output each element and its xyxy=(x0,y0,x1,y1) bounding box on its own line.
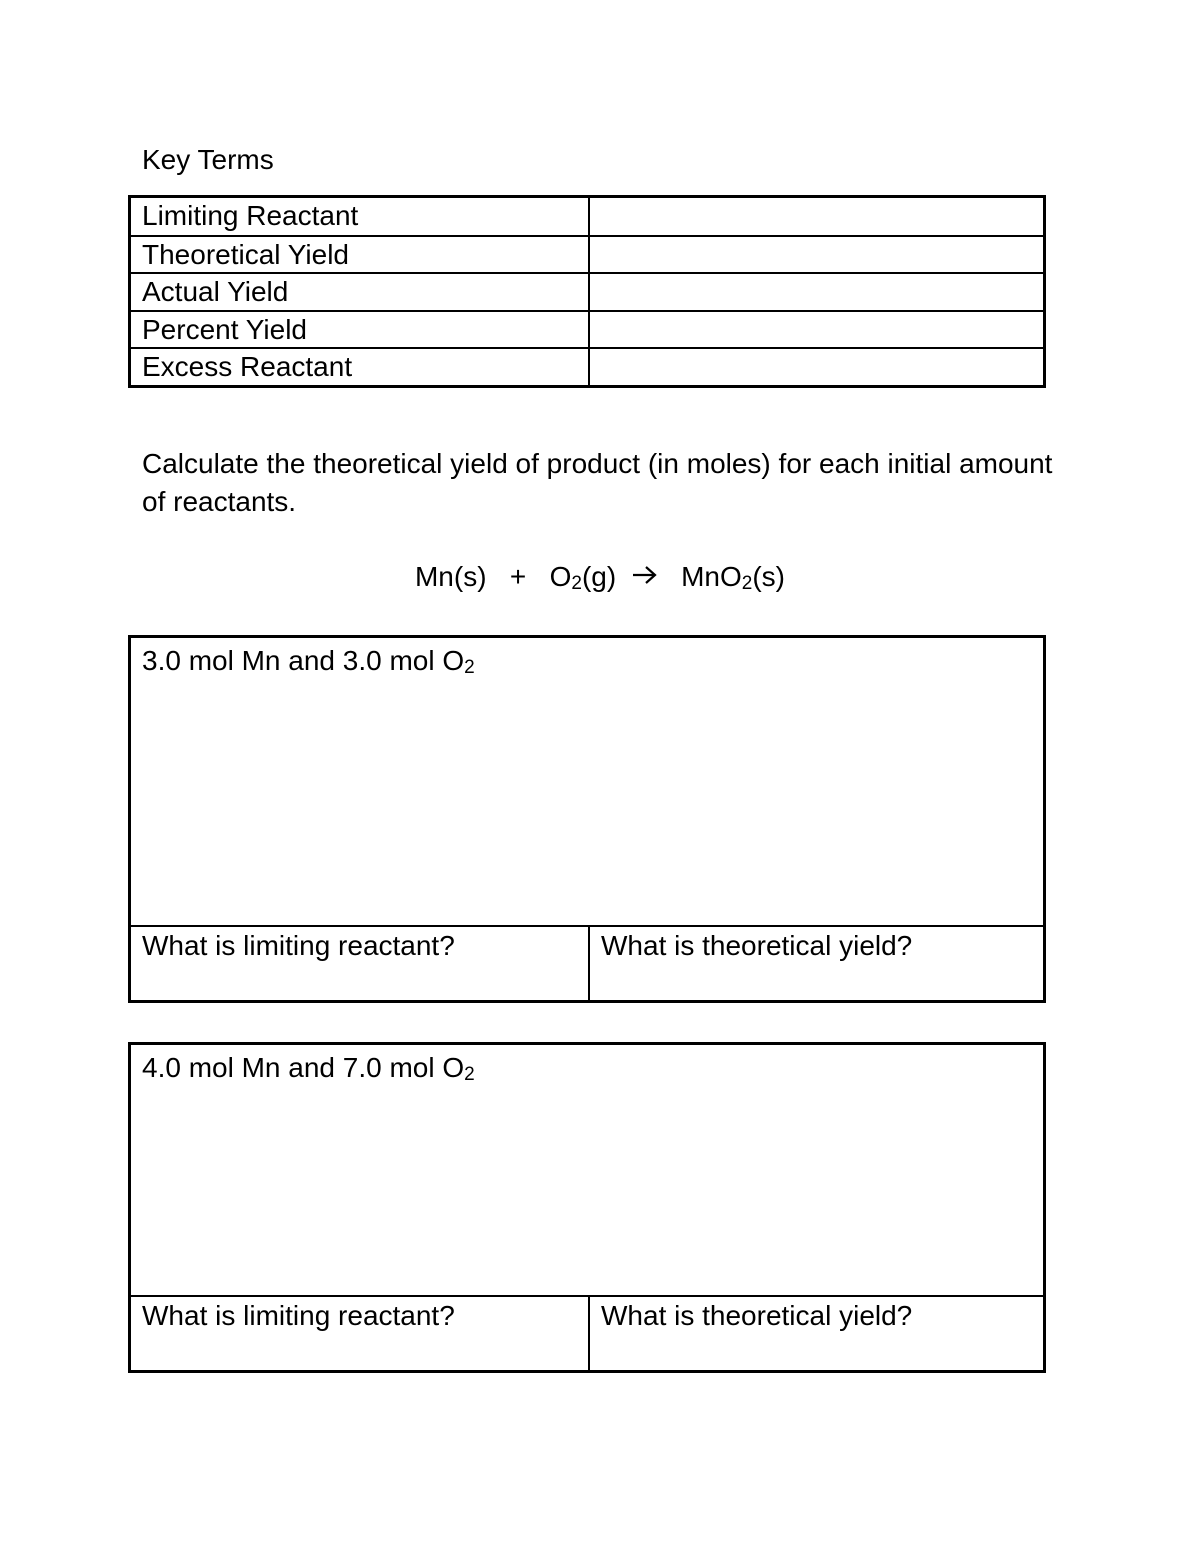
key-term-row xyxy=(131,198,1043,237)
key-term-row xyxy=(131,312,1043,349)
problem-answer-row xyxy=(131,925,1043,1000)
equation-o2-subscript: 2 xyxy=(571,573,582,594)
problem-answer-row xyxy=(131,1295,1043,1370)
equation-reactant-o2 xyxy=(550,560,617,594)
right-arrow-icon xyxy=(632,560,658,594)
key-term-row xyxy=(131,274,1043,312)
theoretical-yield-question: What is theoretical yield? xyxy=(601,930,913,961)
limiting-reactant-answer-cell[interactable] xyxy=(131,1297,588,1370)
equation-o2-base: O xyxy=(549,561,572,592)
key-term-definition-cell[interactable] xyxy=(588,349,1045,385)
problem-prompt xyxy=(142,1051,475,1085)
key-term-definition-cell[interactable] xyxy=(588,237,1045,272)
key-terms-table xyxy=(128,195,1046,388)
key-term-definition-cell[interactable] xyxy=(588,312,1045,347)
theoretical-yield-answer-cell[interactable] xyxy=(588,927,1043,1000)
key-terms-heading: Key Terms xyxy=(142,144,274,175)
chemical-equation xyxy=(0,560,1200,594)
limiting-reactant-question: What is limiting reactant? xyxy=(142,930,455,961)
problem-work-area[interactable] xyxy=(131,638,1043,927)
key-term-definition-cell[interactable] xyxy=(588,198,1045,235)
equation-plus: + xyxy=(509,561,527,592)
key-term-label: Excess Reactant xyxy=(142,351,353,382)
problem-prompt-subscript: 2 xyxy=(464,657,475,678)
problem-prompt-text: 4.0 mol Mn and 7.0 mol O xyxy=(142,1052,465,1083)
key-term-definition-cell[interactable] xyxy=(588,274,1045,310)
problem-work-area[interactable] xyxy=(131,1045,1043,1299)
equation-reactant-mn: Mn(s) xyxy=(414,561,487,592)
problem-box-1 xyxy=(128,635,1046,1003)
key-term-label: Actual Yield xyxy=(142,276,289,307)
limiting-reactant-question: What is limiting reactant? xyxy=(142,1300,455,1331)
instructions-text: Calculate the theoretical yield of product (in moles) for each initial amount of reactants. xyxy=(142,448,1053,517)
equation-mno2-subscript: 2 xyxy=(741,573,753,594)
theoretical-yield-question: What is theoretical yield? xyxy=(601,1300,913,1331)
key-term-row xyxy=(131,349,1043,385)
equation-product-mno2 xyxy=(681,560,785,594)
key-term-label: Percent Yield xyxy=(142,314,307,345)
key-term-label: Theoretical Yield xyxy=(142,239,350,270)
problem-box-2 xyxy=(128,1042,1046,1373)
problem-prompt-text: 3.0 mol Mn and 3.0 mol O xyxy=(142,645,465,676)
problem-prompt xyxy=(142,644,475,678)
problem-prompt-subscript: 2 xyxy=(464,1064,475,1085)
key-term-row xyxy=(131,237,1043,274)
equation-mno2-base: MnO xyxy=(681,561,742,592)
key-term-label: Limiting Reactant xyxy=(142,200,359,231)
equation-mno2-state: (s) xyxy=(752,561,785,592)
theoretical-yield-answer-cell[interactable] xyxy=(588,1297,1043,1370)
equation-o2-state: (g) xyxy=(581,561,617,592)
limiting-reactant-answer-cell[interactable] xyxy=(131,927,588,1000)
